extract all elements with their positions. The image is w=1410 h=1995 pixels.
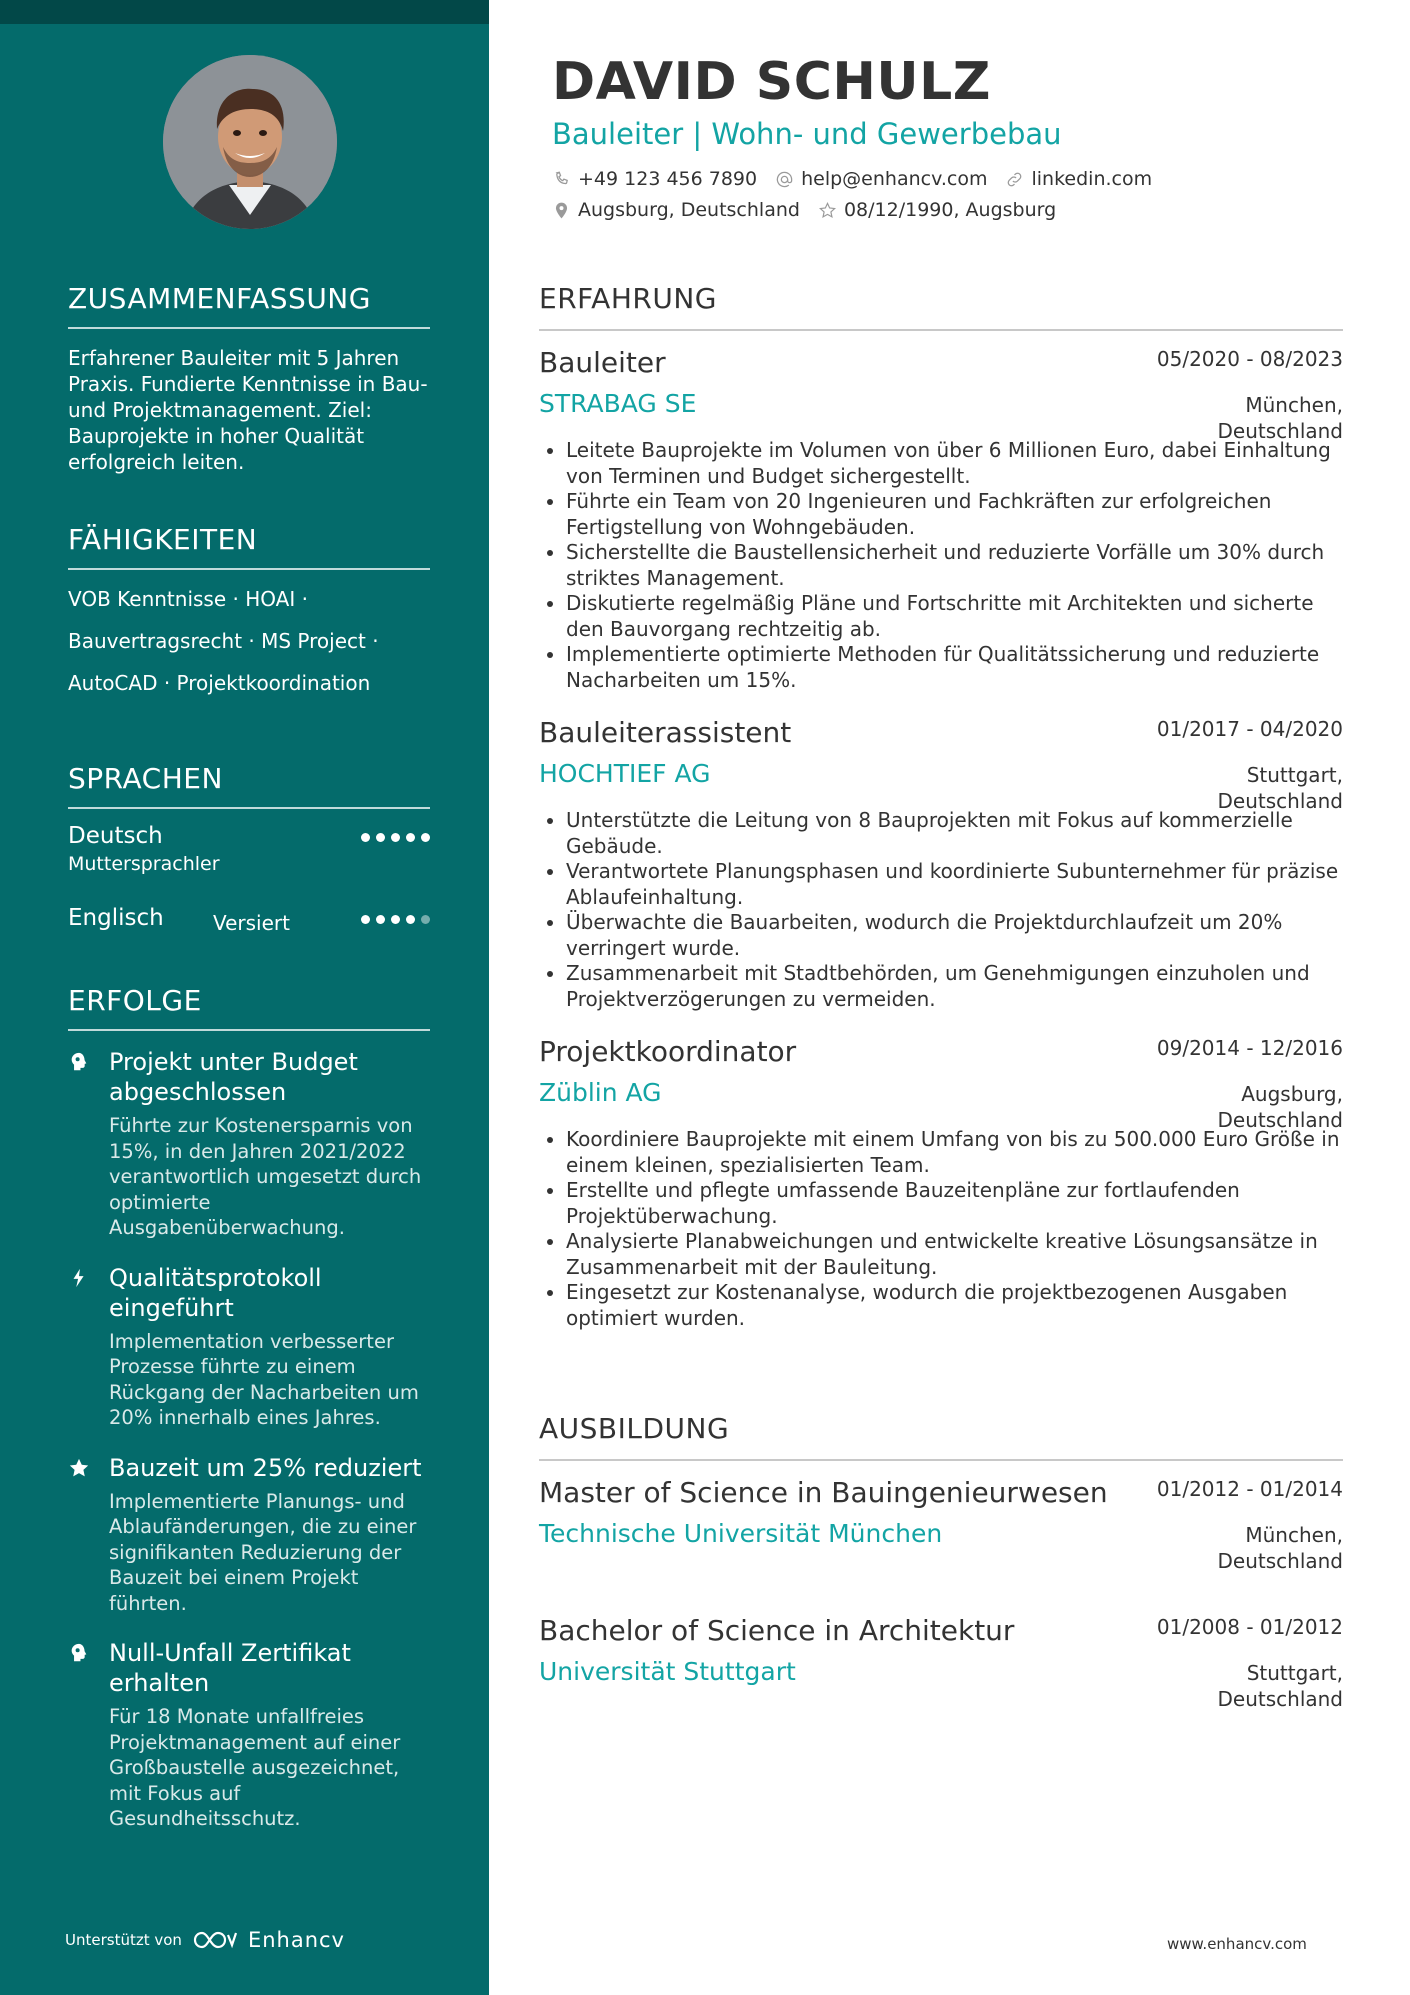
- achievement-title: Projekt unter Budget abgeschlossen: [109, 1048, 358, 1106]
- profile-photo: [163, 55, 337, 229]
- sidebar: [0, 0, 489, 1995]
- page-title: DAVID SCHULZ: [552, 52, 991, 112]
- bullet-item: • Eingesetzt zur Kostenanalyse, wodurch die projektbezogenen Ausgaben optimiert wurden.: [566, 1280, 1343, 1331]
- achievement-item: [68, 1453, 430, 1617]
- languages-section: [68, 762, 430, 965]
- achievement-desc: Implementation verbesserter Prozesse führte zu einem Rückgang der Nacharbeiten um 20% innerhalb eines Jahres.: [109, 1329, 419, 1429]
- rating-dot: [361, 833, 370, 842]
- language-row-englisch: [68, 905, 430, 965]
- job-date: 09/2014 - 12/2016: [1156, 1036, 1343, 1060]
- experience-section: [539, 282, 1343, 1331]
- bullet-item: • Zusammenarbeit mit Stadtbehörden, um Genehmigungen einzuholen und Projektverzögerungen zu vermeiden.: [566, 961, 1343, 1012]
- summary-text: Erfahrener Bauleiter mit 5 Jahren Praxis. Fundierte Kenntnisse in Bau- und Projektmanagement. Ziel: Bauprojekte in hoher Qualität erfolgreich leiten.: [68, 346, 428, 474]
- bullet-item: • Sicherstellte die Baustellensicherheit und reduzierte Vorfälle um 30% durch striktes Management.: [566, 540, 1343, 591]
- education-section: [539, 1412, 1343, 1737]
- rating-dot: [406, 915, 415, 924]
- skills-line: AutoCAD · Projektkoordination: [68, 671, 371, 695]
- school: Technische Universität München: [539, 1519, 943, 1548]
- contact-info: [552, 168, 1152, 230]
- job-bullets: [539, 1127, 1343, 1331]
- languages-title: SPRACHEN: [68, 762, 430, 809]
- job-entry: [539, 715, 1343, 1012]
- language-level: Versiert: [212, 911, 290, 935]
- bullet-item: • Verantwortete Planungsphasen und koordinierte Subunternehmer für präzise Ablaufeinhaltung.: [566, 859, 1343, 910]
- contact-location: [552, 199, 800, 221]
- job-date: 05/2020 - 08/2023: [1156, 347, 1343, 371]
- education-entry: [539, 1613, 1343, 1737]
- bullet-item: • Analysierte Planabweichungen und entwickelte kreative Lösungsansätze in Zusammenarbeit mit der Bauleitung.: [566, 1229, 1343, 1280]
- job-title: Bauleiter: [539, 346, 666, 379]
- job-location-city: München,: [1245, 393, 1343, 417]
- job-bullets: [539, 808, 1343, 1012]
- rating-dot: [391, 915, 400, 924]
- achievement-title: Qualitätsprotokoll eingeführt: [109, 1263, 322, 1322]
- experience-title: ERFAHRUNG: [539, 282, 1343, 331]
- bullet-item: • Führte ein Team von 20 Ingenieuren und Fachkräften zur erfolgreichen Fertigstellung von Wohngebäuden.: [566, 489, 1343, 540]
- phone-icon: [552, 170, 571, 189]
- email-text[interactable]: help@enhancv.com: [801, 168, 988, 190]
- job-location-country: Deutschland: [1217, 788, 1343, 813]
- rating-dot: [391, 833, 400, 842]
- achievement-desc: Für 18 Monate unfallfreies Projektmanagement auf einer Großbaustelle ausgezeichnet, mit Fokus auf Gesundheitsschutz.: [109, 1705, 401, 1830]
- language-rating: [361, 915, 430, 924]
- job-location-country: Deutschland: [1217, 1107, 1343, 1132]
- job-location-city: Augsburg,: [1241, 1082, 1343, 1106]
- sidebar-top-bar: [0, 0, 489, 24]
- contact-email[interactable]: [775, 168, 987, 190]
- at-icon: [775, 170, 794, 189]
- language-name: Deutsch: [68, 823, 163, 849]
- achievements-title: ERFOLGE: [68, 984, 430, 1031]
- job-date: 01/2017 - 04/2020: [1156, 717, 1343, 741]
- skills-line: Bauvertragsrecht · MS Project ·: [68, 629, 379, 653]
- job-entry: [539, 1034, 1343, 1331]
- job-location: [1218, 763, 1344, 814]
- job-location-country: Deutschland: [1217, 418, 1343, 443]
- education-location-city: Stuttgart,: [1246, 1661, 1343, 1685]
- footer-url[interactable]: www.enhancv.com: [1167, 1935, 1307, 1953]
- job-entry: [539, 345, 1343, 693]
- languages-list: [68, 823, 430, 965]
- job-company: STRABAG SE: [539, 389, 697, 418]
- job-location-city: Stuttgart,: [1246, 763, 1343, 787]
- phone-text: +49 123 456 7890: [578, 168, 758, 190]
- degree: Master of Science in Bauingenieurwesen: [539, 1476, 1108, 1509]
- education-date: 01/2008 - 01/2012: [1156, 1615, 1343, 1639]
- job-bullets: [539, 438, 1343, 693]
- bullet-item: • Diskutierte regelmäßig Pläne und Fortschritte mit Architekten und sicherte den Bauvorgang rechtzeitig ab.: [566, 591, 1343, 642]
- achievement-title: Bauzeit um 25% reduziert: [109, 1453, 422, 1482]
- bullet-item: • Unterstützte die Leitung von 8 Bauprojekten mit Fokus auf kommerzielle Gebäude.: [566, 808, 1343, 859]
- degree: Bachelor of Science in Architektur: [539, 1614, 1015, 1647]
- brain-icon: [68, 1642, 90, 1664]
- rating-dot: [361, 915, 370, 924]
- brain-icon: [68, 1051, 90, 1073]
- summary-section: [68, 282, 430, 475]
- location-pin-icon: [552, 201, 571, 220]
- job-company: HOCHTIEF AG: [539, 759, 711, 788]
- achievement-desc: Implementierte Planungs- und Ablaufänderungen, die zu einer signifikanten Reduzierung der Bauzeit bei einem Projekt führten.: [109, 1489, 417, 1615]
- achievement-desc: Führte zur Kostenersparnis von 15%, in den Jahren 2021/2022 verantwortlich umgesetzt durch optimierte Ausgabenüberwachung.: [109, 1114, 422, 1239]
- contact-website[interactable]: [1005, 168, 1152, 190]
- contact-phone: [552, 168, 757, 190]
- rating-dot: [376, 915, 385, 924]
- bullet-item: • Implementierte optimierte Methoden für Qualitätssicherung und reduzierte Nacharbeiten um 15%.: [566, 642, 1343, 693]
- language-level: Muttersprachler: [68, 853, 220, 875]
- education-location-country: Deutschland: [1217, 1686, 1343, 1711]
- location-text: Augsburg, Deutschland: [578, 199, 800, 221]
- skills-title: FÄHIGKEITEN: [68, 523, 430, 570]
- rating-dot: [406, 833, 415, 842]
- birth-text: 08/12/1990, Augsburg: [843, 199, 1057, 221]
- enhancv-logo-icon: [192, 1929, 238, 1951]
- headline: Bauleiter | Wohn- und Gewerbebau: [552, 117, 1062, 151]
- education-location: [1218, 1523, 1344, 1574]
- star-icon: [68, 1457, 90, 1479]
- education-location-city: München,: [1245, 1523, 1343, 1547]
- achievement-item: [68, 1638, 430, 1832]
- lightning-icon: [68, 1267, 90, 1289]
- education-title: AUSBILDUNG: [539, 1412, 1343, 1461]
- enhancv-brand: Enhancv: [247, 1928, 345, 1952]
- summary-title: ZUSAMMENFASSUNG: [68, 282, 430, 329]
- job-title: Projektkoordinator: [539, 1035, 797, 1068]
- school: Universität Stuttgart: [539, 1657, 796, 1686]
- skills-section: [68, 523, 430, 704]
- language-rating: [361, 833, 430, 842]
- bullet-item: • Leitete Bauprojekte im Volumen von über 6 Millionen Euro, dabei Einhaltung von Terminen und Budget sichergestellt.: [566, 438, 1343, 489]
- achievement-item: [68, 1047, 430, 1241]
- language-name: Englisch: [68, 905, 164, 931]
- achievement-item: [68, 1263, 430, 1431]
- education-location: [1218, 1661, 1344, 1712]
- skills-line: VOB Kenntnisse · HOAI ·: [68, 587, 308, 611]
- bullet-item: • Überwachte die Bauarbeiten, wodurch die Projektdurchlaufzeit um 20% verringert wurde.: [566, 910, 1343, 961]
- bullet-item: • Erstellte und pflegte umfassende Bauzeitenpläne zur fortlaufenden Projektüberwachung.: [566, 1178, 1343, 1229]
- powered-by: [65, 1928, 345, 1952]
- rating-dot: [421, 833, 430, 842]
- rating-dot: [376, 833, 385, 842]
- bullet-item: • Koordiniere Bauprojekte mit einem Umfang von bis zu 500.000 Euro Größe in einem kleinen, spezialisierten Team.: [566, 1127, 1343, 1178]
- achievement-title: Null-Unfall Zertifikat erhalten: [109, 1639, 351, 1697]
- language-row-deutsch: [68, 823, 430, 883]
- skills-list: [68, 578, 430, 704]
- link-icon: [1005, 170, 1024, 189]
- job-location: [1218, 1082, 1344, 1133]
- job-company: Züblin AG: [539, 1078, 662, 1107]
- education-location-country: Deutschland: [1217, 1548, 1343, 1573]
- website-text[interactable]: linkedin.com: [1031, 168, 1153, 190]
- rating-dot: [421, 915, 430, 924]
- education-date: 01/2012 - 01/2014: [1156, 1477, 1343, 1501]
- job-location: [1218, 393, 1344, 444]
- powered-by-label: Unterstützt von: [65, 1931, 182, 1949]
- education-entry: [539, 1475, 1343, 1599]
- job-title: Bauleiterassistent: [539, 716, 792, 749]
- star-outline-icon: [818, 201, 837, 220]
- achievements-section: [68, 984, 430, 1832]
- avatar: [163, 55, 337, 229]
- contact-birth: [818, 199, 1056, 221]
